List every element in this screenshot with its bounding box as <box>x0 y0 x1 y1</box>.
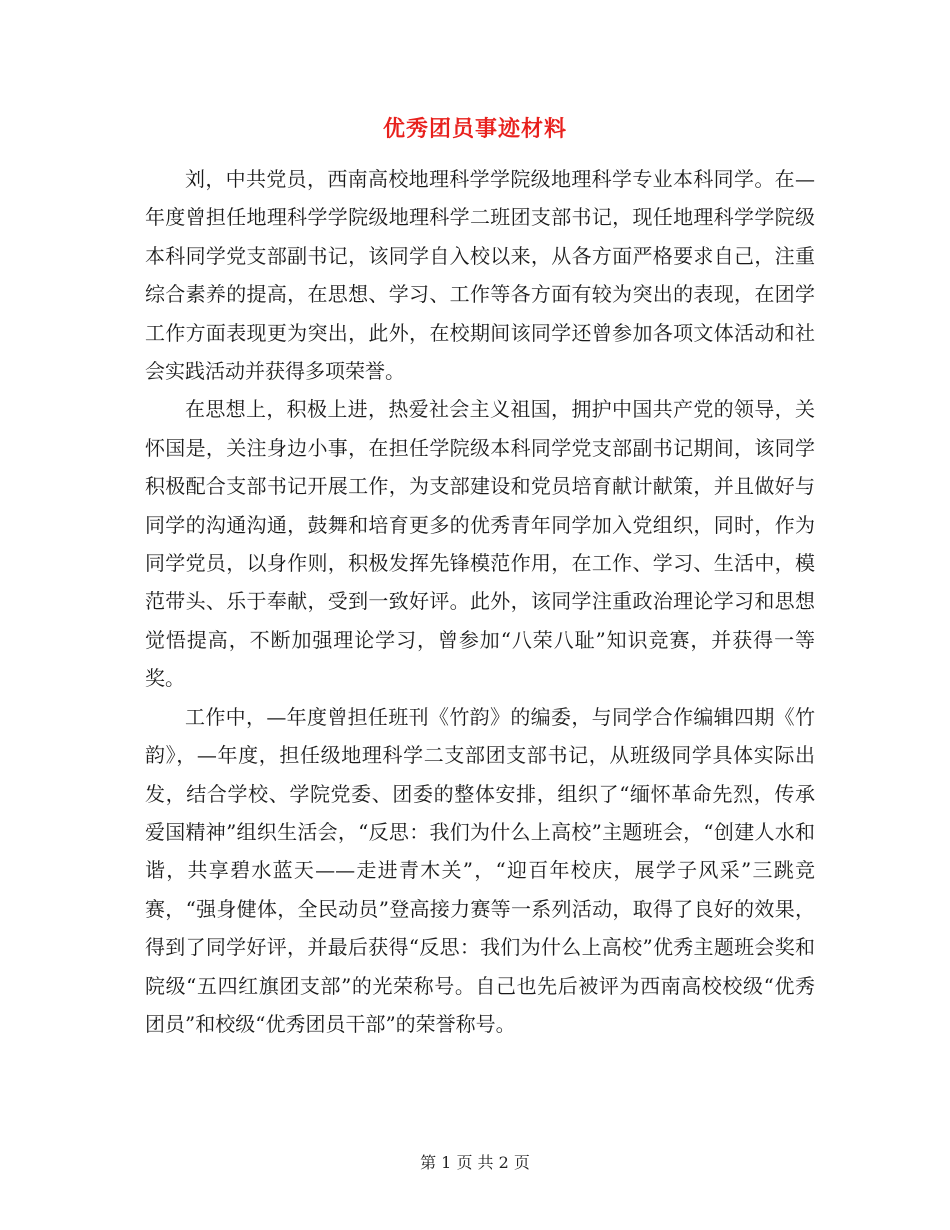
page-number-footer: 第 1 页 共 2 页 <box>420 1153 530 1172</box>
paragraph-ideology: 在思想上，积极上进，热爱社会主义祖国，拥护中国共产党的领导，关怀国是，关注身边小事，在担任学院级本科同学党支部副书记期间，该同学积极配合支部书记开展工作，为支部建设和党员培育献计献策，并且做好与同学的沟通沟通，鼓舞和培育更多的优秀青年同学加入党组织，同时，作为同学党员，以身作则，积极发挥先锋模范作用，在工作、学习、生活中，模范带头、乐于奉献，受到一致好评。此外，该同学注重政治理论学习和思想觉悟提高，不断加强理论学习，曾参加“八荣八耻”知识竞赛，并获得一等奖。 <box>145 397 815 691</box>
paragraph-intro: 刘，中共党员，西南高校地理科学学院级地理科学专业本科同学。在—年度曾担任地理科学学院级地理科学二班团支部书记，现任地理科学学院级本科同学党支部副书记，该同学自入校以来，从各方面严格要求自己，注重综合素养的提高，在思想、学习、工作等各方面有较为突出的表现，在团学工作方面表现更为突出，此外，在校期间该同学还曾参加各项文体活动和社会实践活动并获得多项荣誉。 <box>145 167 815 384</box>
paragraph-work: 工作中，—年度曾担任班刊《竹韵》的编委，与同学合作编辑四期《竹韵》，—年度，担任级地理科学二支部团支部书记，从班级同学具体实际出发，结合学校、学院党委、团委的整体安排，组织了“缅怀革命先烈，传承爱国精神”组织生活会，“反思：我们为什么上高校”主题班会，“创建人水和谐，共享碧水蓝天——走进青木关”，“迎百年校庆，展学子风采”三跳竞赛，“强身健体，全民动员”登高接力赛等一系列活动，取得了良好的效果，得到了同学好评，并最后获得“反思：我们为什么上高校”优秀主题班会奖和院级“五四红旗团支部”的光荣称号。自己也先后被评为西南高校校级“优秀团员”和校级“优秀团员干部”的荣誉称号。 <box>145 704 815 1036</box>
document-title: 优秀团员事迹材料 <box>382 116 567 142</box>
document-body <box>145 160 815 1043</box>
